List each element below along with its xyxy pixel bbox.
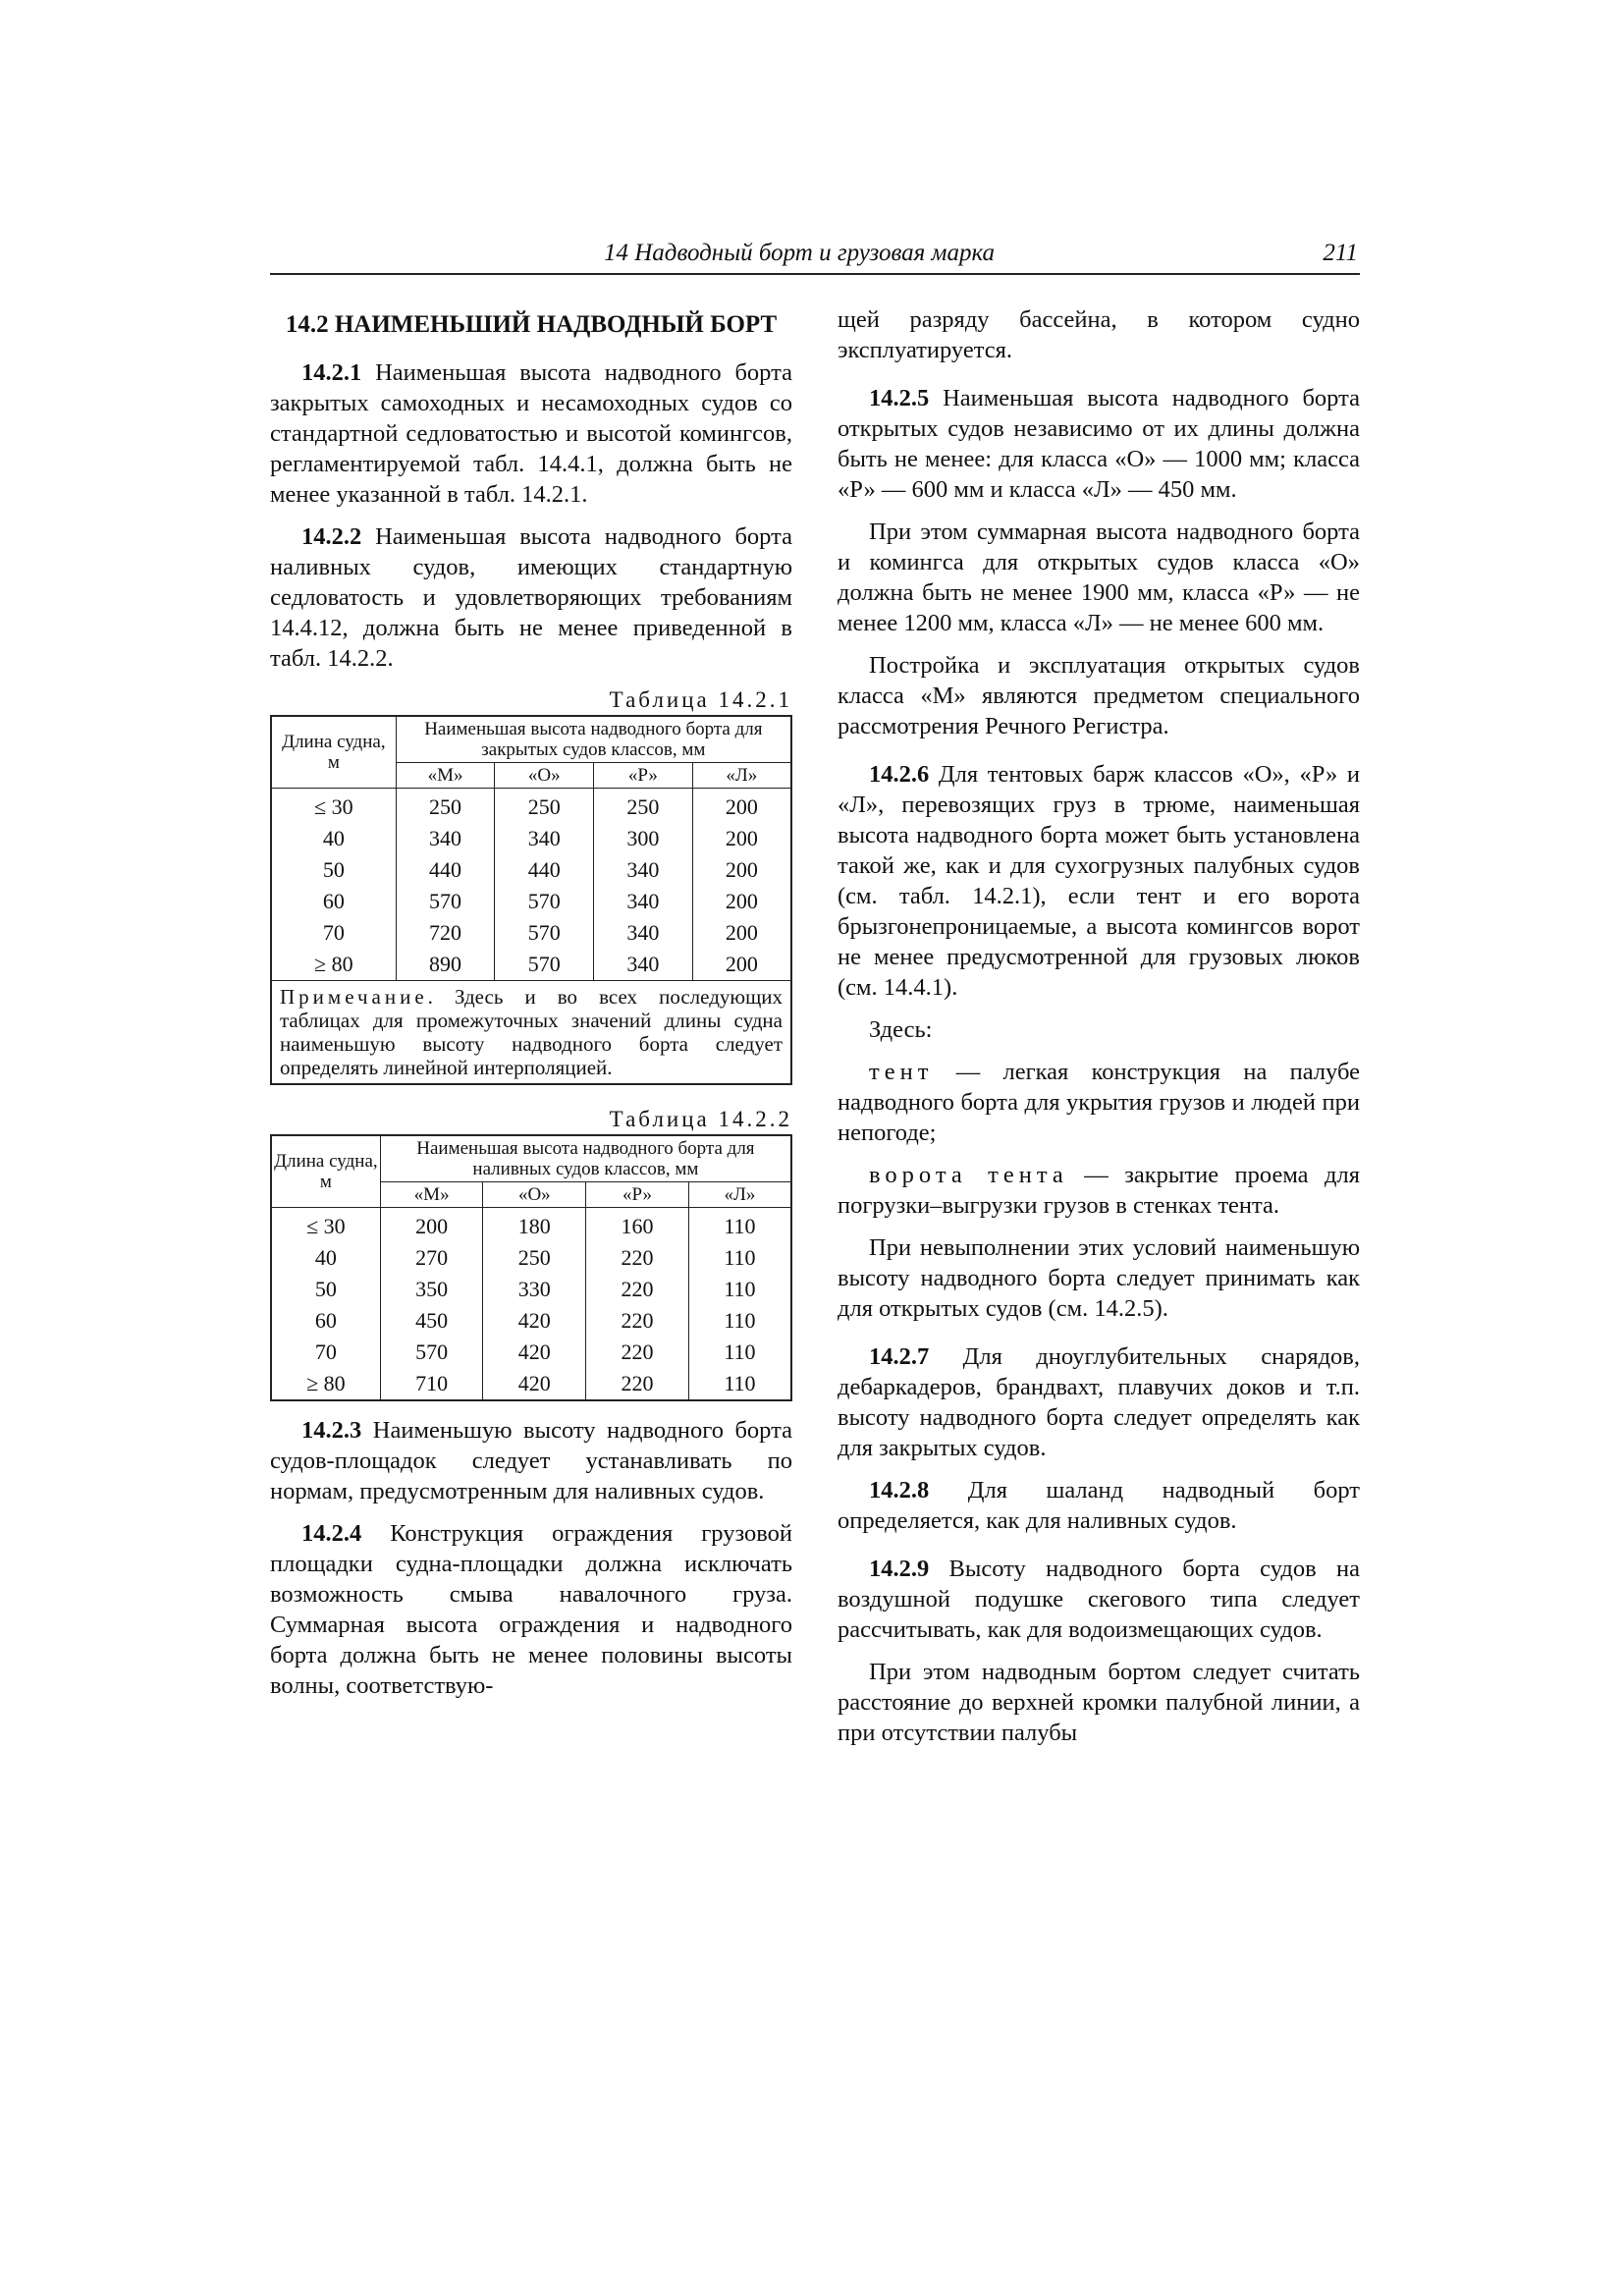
table-cell: 250 xyxy=(396,789,495,824)
table-cell: 110 xyxy=(688,1242,791,1274)
table-cell: 110 xyxy=(688,1208,791,1243)
table-14-2-2 xyxy=(270,1134,792,1401)
table-row xyxy=(271,1274,791,1305)
definition-term: тент xyxy=(869,1059,934,1085)
table-cell: 200 xyxy=(692,917,791,949)
table-cell: 570 xyxy=(495,917,594,949)
table-cell: 420 xyxy=(483,1368,586,1400)
clause-number: 14.2.2 xyxy=(301,523,362,550)
table-cell: 60 xyxy=(271,1305,380,1337)
clause-text: Для шаланд надводный борт определяется, как для наливных судов. xyxy=(838,1477,1360,1534)
paragraph-14-2-1 xyxy=(270,357,792,510)
table-cell: 350 xyxy=(380,1274,483,1305)
table-cell: 200 xyxy=(380,1208,483,1243)
paragraph-14-2-5-c: Постройка и эксплуатация открытых судов класса «М» являются предметом специального рассмотрения Речного Регистра. xyxy=(838,652,1360,739)
table-cell: 340 xyxy=(495,823,594,854)
table-cell: 450 xyxy=(380,1305,483,1337)
paragraph-14-2-9 xyxy=(838,1554,1360,1645)
table-row xyxy=(271,823,791,854)
table-row xyxy=(271,1208,791,1243)
table-row xyxy=(271,949,791,981)
paragraph-14-2-6-b: При невыполнении этих условий наименьшую высоту надводного борта следует принимать как для открытых судов (см. 14.2.5). xyxy=(838,1234,1360,1322)
table-cell: 220 xyxy=(586,1305,689,1337)
definition-text: — легкая конструкция на палубе надводного борта для укрытия грузов и людей при непогоде; xyxy=(838,1059,1360,1146)
table-cell: ≤ 30 xyxy=(271,789,396,824)
definition-term: ворота тента xyxy=(869,1162,1068,1188)
table-row xyxy=(271,1337,791,1368)
definition-text: — закрытие проема для погрузки–выгрузки грузов в стенках тента. xyxy=(838,1162,1360,1219)
table-cell: 570 xyxy=(495,949,594,981)
table-cell: 200 xyxy=(692,949,791,981)
table-cell: 710 xyxy=(380,1368,483,1400)
table-cell: 40 xyxy=(271,823,396,854)
table-note-row xyxy=(271,981,791,1085)
table-cell: 300 xyxy=(594,823,693,854)
table-cell: ≥ 80 xyxy=(271,949,396,981)
paragraph-continuation: щей разряду бассейна, в котором судно эксплуатируется. xyxy=(838,306,1360,363)
table-cell: 250 xyxy=(495,789,594,824)
table-cell: 50 xyxy=(271,854,396,886)
table-cell: 570 xyxy=(396,886,495,917)
section-heading: 14.2 НАИМЕНЬШИЙ НАДВОДНЫЙ БОРТ xyxy=(285,311,778,338)
clause-number: 14.2.1 xyxy=(301,359,362,386)
running-header xyxy=(270,236,1360,275)
paragraph-14-2-5 xyxy=(838,383,1360,505)
table-row xyxy=(271,1242,791,1274)
table-cell: ≤ 30 xyxy=(271,1208,380,1243)
table-cell: 220 xyxy=(586,1242,689,1274)
table-cell: 40 xyxy=(271,1242,380,1274)
table-note xyxy=(271,981,791,1085)
table-cell: 340 xyxy=(594,949,693,981)
table-cell: 340 xyxy=(594,886,693,917)
definition-tent xyxy=(838,1057,1360,1148)
class-header: «М» xyxy=(396,763,495,789)
column-group-header: Наименьшая высота надводного борта для закрытых судов классов, мм xyxy=(396,716,791,763)
class-header: «Р» xyxy=(594,763,693,789)
table-14-2-1 xyxy=(270,715,792,1085)
paragraph-14-2-8 xyxy=(838,1475,1360,1536)
note-label: Примечание xyxy=(280,985,428,1009)
table-cell: 250 xyxy=(483,1242,586,1274)
clause-number: 14.2.4 xyxy=(301,1520,362,1547)
clause-number: 14.2.9 xyxy=(869,1556,930,1582)
table-row xyxy=(271,917,791,949)
table-row xyxy=(271,854,791,886)
clause-text: Наименьшую высоту надводного борта судов-площадок следует устанавливать по нормам, предусмотренным для наливных судов. xyxy=(270,1417,792,1504)
table-cell: 330 xyxy=(483,1274,586,1305)
chapter-title: 14 Надводный борт и грузовая марка xyxy=(604,240,996,266)
class-header: «Л» xyxy=(692,763,791,789)
table-caption-14-2-1: Таблица 14.2.1 xyxy=(609,687,792,712)
table-cell: ≥ 80 xyxy=(271,1368,380,1400)
paragraph-14-2-5-b: При этом суммарная высота надводного борта и комингса для открытых судов класса «О» должна быть не менее 1900 мм, класса «Р» — не менее 1200 мм, класса «Л» — не менее 600 мм. xyxy=(838,519,1360,636)
table-cell: 720 xyxy=(396,917,495,949)
table-cell: 220 xyxy=(586,1337,689,1368)
table-cell: 160 xyxy=(586,1208,689,1243)
class-header: «О» xyxy=(495,763,594,789)
left-column xyxy=(270,304,792,1713)
paragraph-14-2-2 xyxy=(270,521,792,674)
table-cell: 200 xyxy=(692,789,791,824)
table-cell: 890 xyxy=(396,949,495,981)
table-cell: 110 xyxy=(688,1274,791,1305)
clause-text: Конструкция ограждения грузовой площадки судна-площадки должна исключать возможность смыва навалочного груза. Суммарная высота ограждения и надводного борта должна быть не менее половины высоты волны, соответствую- xyxy=(270,1520,792,1699)
table-cell: 440 xyxy=(396,854,495,886)
table-cell: 220 xyxy=(586,1274,689,1305)
clause-text: Для тентовых барж классов «О», «Р» и «Л», перевозящих груз в трюме, наименьшая высота надводного борта может быть установлена такой же, как и для сухогрузных палубных судов (см. табл. 14.2.1), если тент и его ворота брызгонепроницаемые, а высота комингсов ворот не менее предусмотренной для грузовых люков (см. 14.4.1). xyxy=(838,761,1360,1001)
paragraph-14-2-3 xyxy=(270,1415,792,1506)
table-row xyxy=(271,1305,791,1337)
table-cell: 110 xyxy=(688,1368,791,1400)
table-cell: 200 xyxy=(692,823,791,854)
table-cell: 340 xyxy=(396,823,495,854)
table-cell: 420 xyxy=(483,1337,586,1368)
table-cell: 340 xyxy=(594,854,693,886)
class-header: «М» xyxy=(380,1182,483,1208)
paragraph-14-2-6 xyxy=(838,759,1360,1003)
table-cell: 570 xyxy=(380,1337,483,1368)
clause-text: Наименьшая высота надводного борта закрытых самоходных и несамоходных судов со стандартной седловатостью и высотой комингсов, регламентируемой табл. 14.4.1, должна быть не менее указанной в табл. 14.2.1. xyxy=(270,359,792,508)
table-cell: 220 xyxy=(586,1368,689,1400)
table-cell: 200 xyxy=(692,886,791,917)
table-cell: 250 xyxy=(594,789,693,824)
clause-number: 14.2.3 xyxy=(301,1417,362,1444)
table-row xyxy=(271,789,791,824)
clause-text: Наименьшая высота надводного борта открытых судов независимо от их длины должна быть не менее: для класса «О» — 1000 мм; класса «Р» — 600 мм и класса «Л» — 450 мм. xyxy=(838,385,1360,503)
clause-number: 14.2.5 xyxy=(869,385,930,411)
table-row xyxy=(271,1368,791,1400)
table-cell: 440 xyxy=(495,854,594,886)
table-cell: 70 xyxy=(271,917,396,949)
right-column xyxy=(838,304,1360,1760)
table-cell: 110 xyxy=(688,1337,791,1368)
paragraph-here: Здесь: xyxy=(869,1016,933,1043)
clause-number: 14.2.8 xyxy=(869,1477,930,1503)
table-cell: 340 xyxy=(594,917,693,949)
clause-text: Для дноуглубительных снарядов, дебаркадеров, брандвахт, плавучих доков и т.п. высоту надводного борта следует определять как для закрытых судов. xyxy=(838,1343,1360,1461)
paragraph-14-2-4 xyxy=(270,1518,792,1701)
paragraph-14-2-7 xyxy=(838,1341,1360,1463)
paragraph-14-2-9-b: При этом надводным бортом следует считать расстояние до верхней кромки палубной линии, а при отсутствии палубы xyxy=(838,1659,1360,1746)
column-group-header: Наименьшая высота надводного борта для наливных судов классов, мм xyxy=(380,1135,791,1182)
page-number: 211 xyxy=(1323,240,1358,266)
clause-text: Наименьшая высота надводного борта наливных судов, имеющих стандартную седловатость и удовлетворяющих требованиям 14.4.12, должна быть не менее приведенной в табл. 14.2.2. xyxy=(270,523,792,672)
table-cell: 270 xyxy=(380,1242,483,1274)
table-cell: 60 xyxy=(271,886,396,917)
clause-number: 14.2.7 xyxy=(869,1343,930,1370)
clause-number: 14.2.6 xyxy=(869,761,930,788)
class-header: «Р» xyxy=(586,1182,689,1208)
definition-tent-gate xyxy=(838,1160,1360,1221)
table-cell: 570 xyxy=(495,886,594,917)
table-row xyxy=(271,886,791,917)
table-cell: 50 xyxy=(271,1274,380,1305)
class-header: «Л» xyxy=(688,1182,791,1208)
clause-text: Высоту надводного борта судов на воздушной подушке скегового типа следует рассчитывать, как для водоизмещающих судов. xyxy=(838,1556,1360,1643)
table-cell: 420 xyxy=(483,1305,586,1337)
note-text: . Здесь и во всех последующих таблицах для промежуточных значений длины судна наименьшую высоту надводного борта следует определять линейной интерполяцией. xyxy=(280,985,783,1079)
table-cell: 200 xyxy=(692,854,791,886)
column-header-length: Длина судна, м xyxy=(271,1135,380,1208)
table-cell: 110 xyxy=(688,1305,791,1337)
column-header-length: Длина судна, м xyxy=(271,716,396,789)
table-caption-14-2-2: Таблица 14.2.2 xyxy=(609,1107,792,1131)
table-cell: 70 xyxy=(271,1337,380,1368)
table-cell: 180 xyxy=(483,1208,586,1243)
class-header: «О» xyxy=(483,1182,586,1208)
